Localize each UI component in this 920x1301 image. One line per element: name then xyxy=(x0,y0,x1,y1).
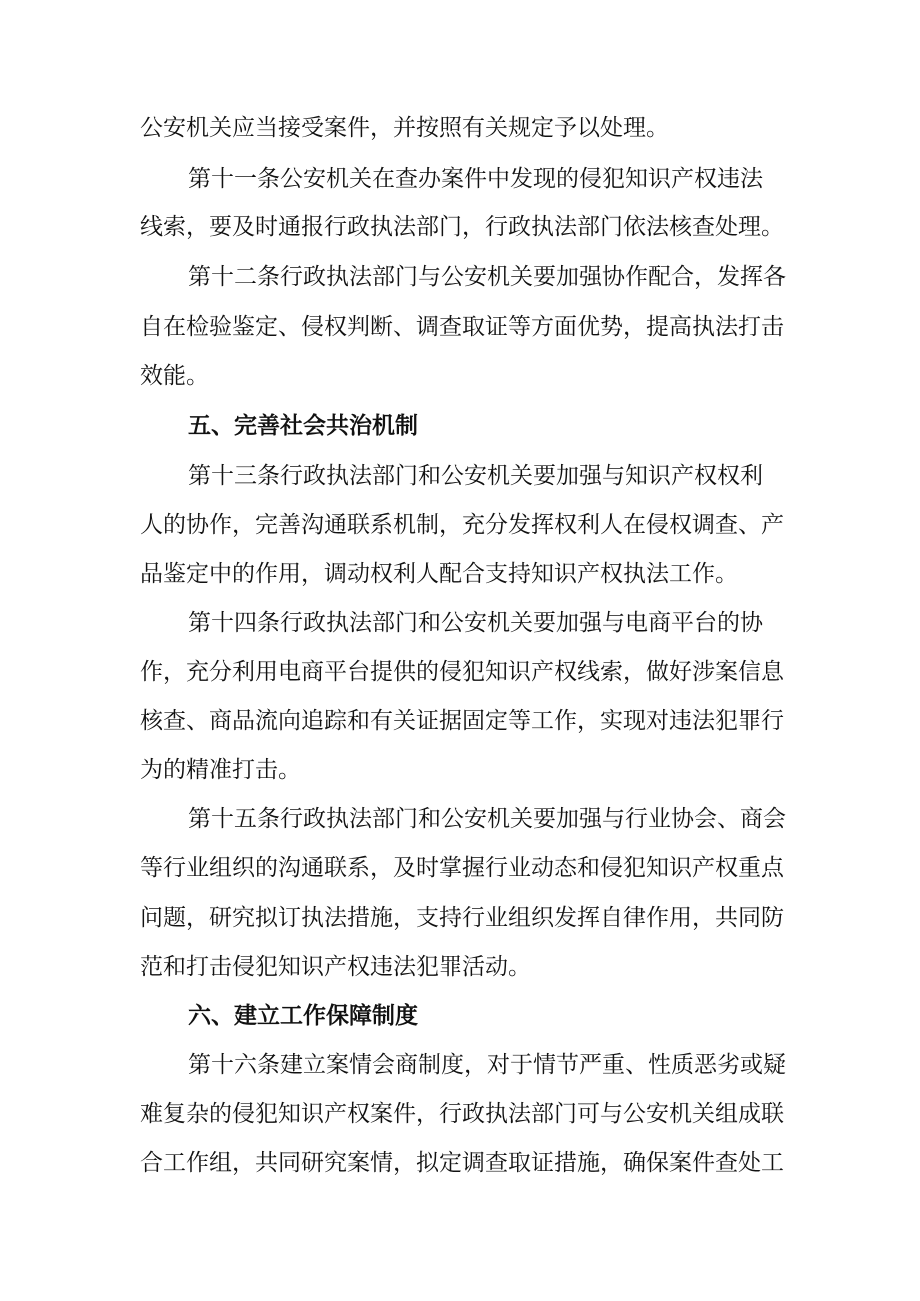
text-line: 自在检验鉴定、侵权判断、调查取证等方面优势，提高执法打击 xyxy=(140,314,784,340)
text-line: 品鉴定中的作用，调动权利人配合支持知识产权执法工作。 xyxy=(140,561,738,587)
text-line: 第十四条行政执法部门和公安机关要加强与电商平台的协 xyxy=(188,610,763,636)
text-line: 核查、商品流向追踪和有关证据固定等工作，实现对违法犯罪行 xyxy=(140,708,784,734)
text-line: 第十六条建立案情会商制度，对于情节严重、性质恶劣或疑 xyxy=(188,1052,786,1078)
section-heading: 六、建立工作保障制度 xyxy=(188,1003,418,1029)
text-line: 公安机关应当接受案件，并按照有关规定予以处理。 xyxy=(140,115,669,141)
text-line: 第十三条行政执法部门和公安机关要加强与知识产权权利 xyxy=(188,463,763,489)
text-line: 合工作组，共同研究案情，拟定调查取证措施，确保案件查处工 xyxy=(140,1150,784,1176)
text-line: 为的精准打击。 xyxy=(140,757,301,783)
text-line: 问题，研究拟订执法措施，支持行业组织发挥自律作用，共同防 xyxy=(140,905,784,931)
text-line: 人的协作，完善沟通联系机制，充分发挥权利人在侵权调查、产 xyxy=(140,512,784,538)
text-line: 线索，要及时通报行政执法部门，行政执法部门依法核查处理。 xyxy=(140,214,784,240)
text-line: 效能。 xyxy=(140,363,209,389)
text-line: 第十一条公安机关在查办案件中发现的侵犯知识产权违法 xyxy=(188,166,763,192)
text-line: 第十五条行政执法部门和公安机关要加强与行业协会、商会 xyxy=(188,806,786,832)
text-line: 第十二条行政执法部门与公安机关要加强协作配合，发挥各 xyxy=(188,264,786,290)
text-line: 范和打击侵犯知识产权违法犯罪活动。 xyxy=(140,954,531,980)
section-heading: 五、完善社会共治机制 xyxy=(188,413,418,439)
text-line: 作，充分利用电商平台提供的侵犯知识产权线索，做好涉案信息 xyxy=(140,659,784,685)
text-line: 等行业组织的沟通联系，及时掌握行业动态和侵犯知识产权重点 xyxy=(140,855,784,881)
text-line: 难复杂的侵犯知识产权案件，行政执法部门可与公安机关组成联 xyxy=(140,1101,784,1127)
